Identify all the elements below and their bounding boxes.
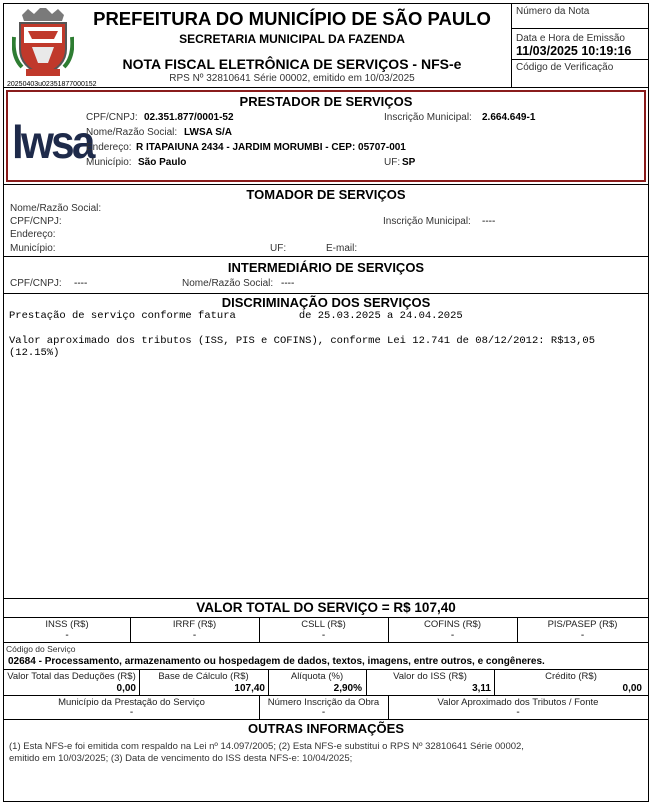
prestador-im-value: 2.664.649-1 [482,112,536,123]
irrf-label: IRRF (R$) [172,619,217,630]
pis-pasep-label: PIS/PASEP (R$) [547,619,618,630]
tomador-cpf-label: CPF/CNPJ: [10,216,62,227]
inscricao-obra-label: Número Inscrição da Obra [267,697,380,708]
tributos-row [4,617,648,642]
barcode-text: 20250403u02351877000152 [7,81,97,88]
credito-value: 0,00 [622,683,642,694]
calculo-row [4,669,648,695]
municipio-row [4,695,648,719]
intermediario-title: INTERMEDIÁRIO DE SERVIÇOS [227,260,425,275]
document-title: NOTA FISCAL ELETRÔNICA DE SERVIÇOS - NFS-e [122,56,462,72]
outras-line-2: emitido em 10/03/2025; (3) Data de vencimento do ISS desta NFS-e: 10/04/2025; [9,753,353,764]
tomador-email-label: E-mail: [326,243,358,254]
credito-label: Crédito (R$) [545,671,597,682]
prestador-nome-value: LWSA S/A [184,127,232,138]
tomador-im-label: Inscrição Municipal: [383,216,471,227]
prestador-endereco-label: Endereço: [86,142,132,153]
city-title: PREFEITURA DO MUNICÍPIO DE SÃO PAULO [93,8,491,29]
aliquota-label: Alíquota (%) [290,671,344,682]
prestador-uf-value: SP [402,157,416,168]
codigo-servico-label: Código do Serviço [6,644,76,654]
valor-iss-label: Valor do ISS (R$) [393,671,467,682]
municipio-prestacao-value: - [129,707,134,718]
codigo-servico-value: 02684 - Processamento, armazenamento ou hospedagem de dados, textos, imagens, entre outros, e congêneres. [8,656,545,667]
discriminacao-line-1: Prestação de serviço conforme fatura de 25.03.2025 a 24.04.2025 [9,310,463,322]
prestador-cpf-value: 02.351.877/0001-52 [144,112,234,123]
prestador-uf-label: UF: [384,157,401,168]
outras-title: OUTRAS INFORMAÇÕES [248,721,404,736]
tomador-endereco-label: Endereço: [10,229,56,240]
aliquota-value: 2,90% [333,683,362,694]
tomador-municipio-label: Município: [10,243,56,254]
inss-value: - [65,630,69,641]
irrf-value: - [192,630,197,641]
tributos-fonte-label: Valor Aproximado dos Tributos / Fonte [437,697,599,708]
codigo-verificacao-label: Código de Verificação [516,62,614,73]
discriminacao-line-2: Valor aproximado dos tributos (ISS, PIS e COFINS), conforme Lei 12.741 de 08/12/2012: R$13,05 [9,335,595,347]
data-emissao-value: 11/03/2025 10:19:16 [516,44,632,58]
tomador-nome-label: Nome/Razão Social: [10,203,102,214]
company-logo: lwsa [12,116,93,168]
discriminacao-title: DISCRIMINAÇÃO DOS SERVIÇOS [221,295,431,310]
prestador-municipio-label: Município: [86,157,132,168]
prestador-title: PRESTADOR DE SERVIÇOS [239,94,413,109]
inss-label: INSS (R$) [45,619,89,630]
pis-pasep-value: - [580,630,585,641]
nfse-document [3,3,649,802]
tomador-title: TOMADOR DE SERVIÇOS [246,187,406,202]
csll-value: - [321,630,326,641]
discriminacao-line-3: (12.15%) [9,347,60,359]
coat-of-arms-icon [12,7,74,81]
data-emissao-label: Data e Hora de Emissão [516,33,625,44]
deducoes-value: 0,00 [116,683,136,694]
prestador-section [6,90,646,182]
base-calculo-value: 107,40 [234,683,265,694]
numero-nota-label: Número da Nota [516,6,590,17]
intermediario-nome-label: Nome/Razão Social: [182,278,274,289]
prestador-cpf-label: CPF/CNPJ: [86,112,138,123]
cofins-label: COFINS (R$) [424,619,481,630]
intermediario-nome-value: ---- [281,278,295,289]
deducoes-label: Valor Total das Deduções (R$) [7,671,136,682]
rps-line: RPS Nº 32810641 Série 00002, emitido em 10/03/2025 [169,73,415,84]
tomador-uf-label: UF: [270,243,287,254]
secretaria-title: SECRETARIA MUNICIPAL DA FAZENDA [179,32,405,46]
cofins-value: - [450,630,455,641]
intermediario-cpf-value: ---- [74,278,88,289]
base-calculo-label: Base de Cálculo (R$) [158,671,249,682]
outras-line-1: (1) Esta NFS-e foi emitida com respaldo na Lei nº 14.097/2005; (2) Esta NFS-e substitui o RPS Nº 32810641 Série 00002, [9,741,524,752]
tomador-im-value: ---- [482,216,496,227]
prestador-endereco-value: R ITAPAIUNA 2434 - JARDIM MORUMBI - CEP: 05707-001 [136,142,406,153]
municipio-prestacao-label: Município da Prestação do Serviço [58,697,205,708]
inscricao-obra-value: - [321,707,326,718]
valor-total: VALOR TOTAL DO SERVIÇO = R$ 107,40 [196,600,456,615]
tributos-fonte-value: - [516,707,520,718]
csll-label: CSLL (R$) [301,619,346,630]
valor-iss-value: 3,11 [472,683,491,694]
prestador-nome-label: Nome/Razão Social: [86,127,178,138]
intermediario-cpf-label: CPF/CNPJ: [10,278,62,289]
prestador-im-label: Inscrição Municipal: [384,112,472,123]
prestador-municipio-value: São Paulo [138,157,187,168]
